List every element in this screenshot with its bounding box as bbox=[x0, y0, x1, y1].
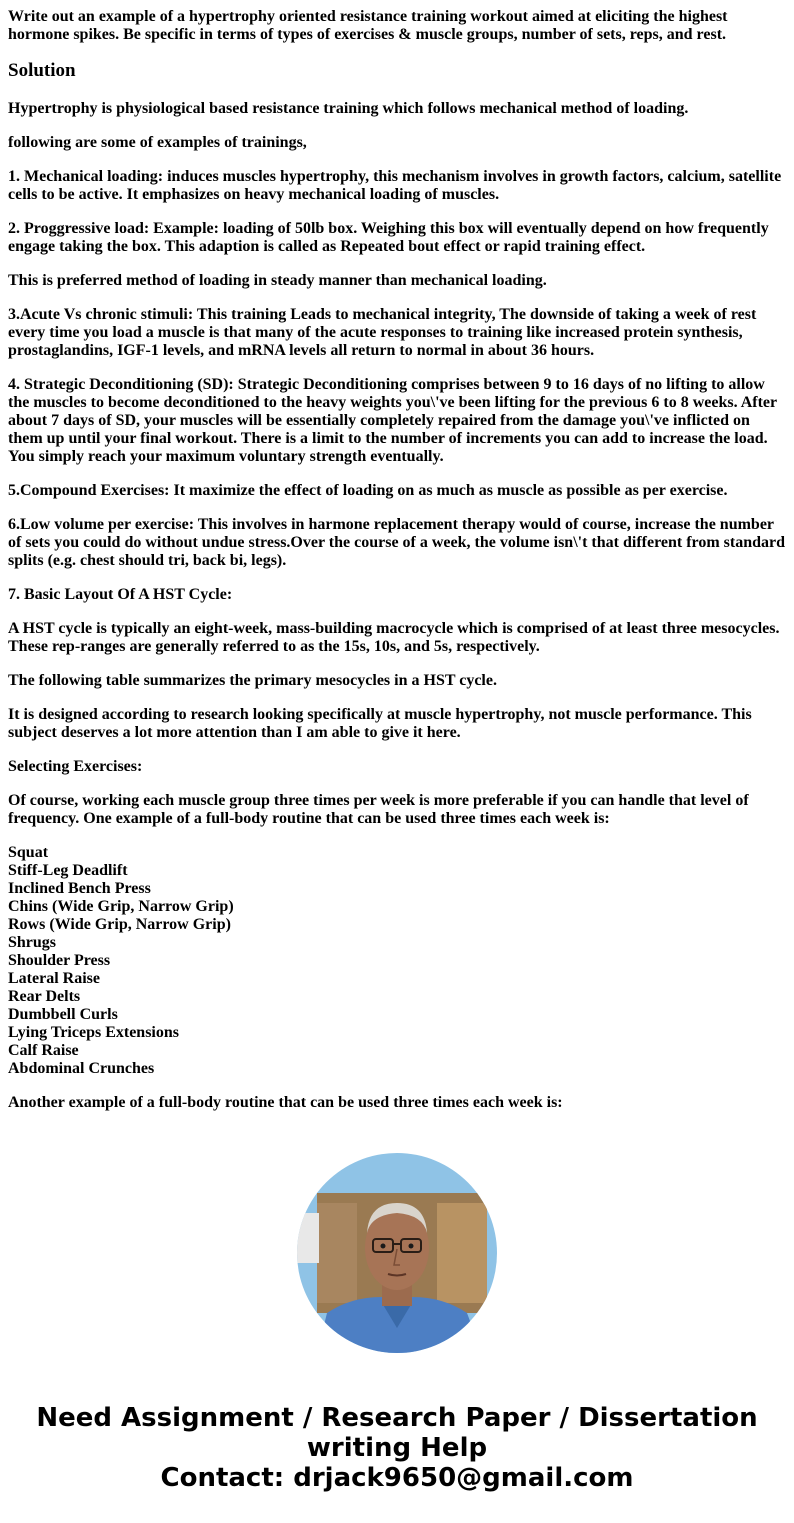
list-item: Chins (Wide Grip, Narrow Grip) bbox=[8, 898, 234, 915]
contact-footer bbox=[0, 1403, 794, 1493]
question-text: Write out an example of a hypertrophy oriented resistance training workout aimed at eliciting the highest hormone spikes. Be specific in terms of types of exercises & muscle groups, number of sets, reps, and rest. bbox=[8, 8, 728, 43]
list-item: Rows (Wide Grip, Narrow Grip) bbox=[8, 916, 231, 933]
list-item: Calf Raise bbox=[8, 1042, 79, 1059]
list-item: Abdominal Crunches bbox=[8, 1060, 155, 1077]
footer-line-1: Need Assignment / Research Paper / Dissertation bbox=[36, 1403, 758, 1433]
list-item: Stiff-Leg Deadlift bbox=[8, 862, 128, 879]
paragraph: The following table summarizes the primary mesocycles in a HST cycle. bbox=[8, 672, 497, 689]
list-item: Shrugs bbox=[8, 934, 57, 951]
paragraph: 2. Proggressive load: Example: loading of 50lb box. Weighing this box will eventually depend on how frequently engage taking the box. This adaption is called as Repeated bout effect or rapid training effect. bbox=[8, 220, 769, 255]
paragraph: 1. Mechanical loading: induces muscles hypertrophy, this mechanism involves in growth factors, calcium, satellite cells to be active. It emphasizes on heavy mechanical loading of muscles. bbox=[8, 168, 782, 203]
list-item: Inclined Bench Press bbox=[8, 880, 151, 897]
paragraph: A HST cycle is typically an eight-week, mass-building macrocycle which is comprised of at least three mesocycles. These rep-ranges are generally referred to as the 15s, 10s, and 5s, respectively. bbox=[8, 620, 780, 655]
eye-left bbox=[381, 1244, 386, 1249]
wood-carving-left bbox=[317, 1203, 357, 1303]
paragraph: It is designed according to research looking specifically at muscle hypertrophy, not muscle performance. This subject deserves a lot more attention than I am able to give it here. bbox=[8, 706, 752, 741]
list-item: Dumbbell Curls bbox=[8, 1006, 118, 1023]
footer-line-2: writing Help bbox=[306, 1433, 488, 1463]
paragraph: Of course, working each muscle group three times per week is more preferable if you can handle that level of frequency. One example of a full-body routine that can be used three times each week is: bbox=[8, 792, 749, 827]
paragraph: Selecting Exercises: bbox=[8, 758, 143, 775]
switch-panel bbox=[297, 1213, 319, 1263]
paragraph: 6.Low volume per exercise: This involves in harmone replacement therapy would of course, increase the number of sets you could do without undue stress.Over the course of a week, the volume isn\'t that different from standard splits (e.g. chest should tri, back bi, legs). bbox=[8, 516, 786, 569]
paragraph: 5.Compound Exercises: It maximize the effect of loading on as much as muscle as possible as per exercise. bbox=[8, 482, 728, 499]
list-item: Squat bbox=[8, 844, 49, 861]
wood-carving bbox=[437, 1203, 487, 1303]
paragraph: This is preferred method of loading in steady manner than mechanical loading. bbox=[8, 272, 547, 289]
paragraph: 3.Acute Vs chronic stimuli: This training Leads to mechanical integrity, The downside of taking a week of rest every time you load a muscle is that many of the acute responses to training like increased protein synthesis, prostaglandins, IGF-1 levels, and mRNA levels all return to normal in about 36 hours. bbox=[8, 306, 757, 359]
author-avatar bbox=[297, 1153, 497, 1353]
footer-contact-email: Contact: drjack9650@gmail.com bbox=[160, 1463, 634, 1493]
solution-heading: Solution bbox=[8, 60, 76, 81]
paragraph: 4. Strategic Deconditioning (SD): Strategic Deconditioning comprises between 9 to 16 days of no lifting to allow the muscles to become deconditioned to the heavy weights you\'ve been lifting for the previous 6 to 8 weeks. After about 7 days of SD, your muscles will be essentially completely repaired from the damage you\'ve inflicted on them up until your final workout. There is a limit to the number of increments you can add to increase the load. You simply reach your maximum voluntary strength eventually. bbox=[8, 376, 777, 465]
paragraph: 7. Basic Layout Of A HST Cycle: bbox=[8, 586, 233, 603]
list-item: Rear Delts bbox=[8, 988, 81, 1005]
eye-right bbox=[409, 1244, 414, 1249]
closing-paragraph: Another example of a full-body routine that can be used three times each week is: bbox=[8, 1094, 563, 1111]
exercise-list bbox=[8, 844, 786, 1078]
author-portrait-image bbox=[297, 1153, 497, 1353]
paragraph: Hypertrophy is physiological based resistance training which follows mechanical method of loading. bbox=[8, 100, 689, 117]
list-item: Lying Triceps Extensions bbox=[8, 1024, 179, 1041]
list-item: Lateral Raise bbox=[8, 970, 100, 987]
list-item: Shoulder Press bbox=[8, 952, 111, 969]
paragraph: following are some of examples of trainings, bbox=[8, 134, 307, 151]
